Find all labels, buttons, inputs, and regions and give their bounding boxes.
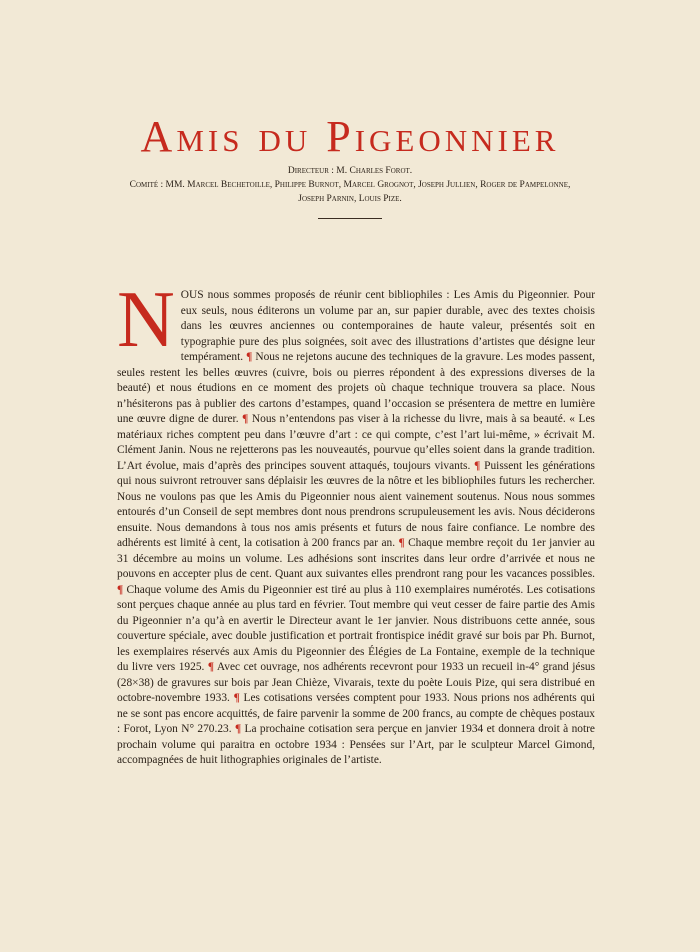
- pilcrow-icon: ¶: [207, 661, 215, 673]
- drop-cap: N: [117, 276, 175, 364]
- pilcrow-icon: ¶: [246, 351, 253, 363]
- page-title: Amis du Pigeonnier: [140, 112, 560, 161]
- paragraph: OUS nous sommes proposés de réunir cent bibliophiles : Les Amis du Pigeonnier. Pour eux seuls, nous éditerons un volume par an, sur papier durable, avec des textes choisis dans les œuvres anciennes ou contemporaines de haute valeur, présentés soit en typographie pure des plus soignées, soit avec des illustrations d’artistes que désigne leur tempérament.: [180, 289, 595, 363]
- paragraph: Chaque volume des Amis du Pigeonnier est tiré au plus à 110 exemplaires numérotés. Les cotisations sont perçues chaque année au plus tard en février. Tout membre qui veut cesser de faire partie des Amis du Pigeonnier n’a qu’à en avertir le Directeur avant le 1er janvier. Nous distribuons cette année, sous couverture spéciale, avec double justification et portrait frontispice inédit gravé sur bois par Ph. Burnot, les exemplaires réservés aux Amis du Pigeonnier des Élégies de La Fontaine, exemple de la technique du livre vers 1925.: [117, 583, 595, 673]
- pilcrow-icon: ¶: [398, 537, 405, 549]
- paragraph: Chaque membre reçoit du 1er janvier au 31 décembre au moins un volume. Les adhésions sont inscrites dans leur ordre d’arrivée et nous ne pouvons en accepter plus de cent. Quant aux suivantes elles prendront rang pour les vacances possibles.: [117, 537, 595, 580]
- paragraph: Nous n’entendons pas viser à la richesse du livre, mais à sa beauté. « Les matériaux riches comptent peu dans l’œuvre d’art : ce qui compte, c’est l’art lui-même, » écrivait M. Clément Janin. Nous ne rejetterons pas les nouveautés, pourvue qu’elles soient dans la grande tradition. L’Art évolue, mais d’après des principes souvent attaqués, toujours vivants.: [117, 413, 595, 472]
- paragraph: Les cotisations versées comptent pour 1933. Nous prions nos adhérents qui ne se sont pas encore acquittés, de faire parvenir la somme de 200 francs, au compte de chèques postaux : Forot, Lyon N° 270.23.: [117, 692, 595, 735]
- committee-line-1: Comité : MM. Marcel Bechetoille, Philippe Burnot, Marcel Grognot, Joseph Jullien, Roger de Pampelonne,: [129, 180, 571, 190]
- pilcrow-icon: ¶: [117, 583, 124, 596]
- pilcrow-icon: ¶: [242, 413, 249, 425]
- director-line: Directeur : M. Charles Forot.: [287, 166, 413, 176]
- divider-rule: [318, 218, 382, 219]
- pilcrow-icon: ¶: [233, 692, 240, 704]
- masthead: [100, 164, 600, 206]
- committee-line-2: Joseph Parnin, Louis Pize.: [298, 194, 402, 204]
- paragraph: Avec cet ouvrage, nos adhérents recevront pour 1933 un recueil in-4° grand jésus (28×38) de gravures sur bois par Jean Chièze, Vivarais, texte du poète Louis Pize, qui sera distribué en octobre-novembre 1933.: [117, 661, 595, 704]
- paragraph: Nous ne rejetons aucune des techniques de la gravure. Les modes passent, seules restent les belles œuvres (cuivre, bois ou pierres répondent à des expressions diverses de la beauté) et nous étudions en ce moment des projets où chaque technique trouvera sa place. Nous n’hésiterons pas à publier des cartons d’estampes, quand l’occasion se présentera de mettre en lumière une œuvre digne de durer.: [117, 351, 595, 425]
- pilcrow-icon: ¶: [234, 723, 242, 735]
- pilcrow-icon: ¶: [474, 459, 481, 472]
- body-text: [117, 276, 595, 769]
- paragraph: La prochaine cotisation sera perçue en janvier 1934 et donnera droit à notre prochain volume qui paraitra en octobre 1934 : Pensées sur l’Art, par le sculpteur Marcel Gimond, accompagnées de huit lithographies originales de l’artiste.: [117, 723, 595, 766]
- paragraph: Puissent les générations qui nous suivront retrouver sans déplaisir les œuvres de la nôtre et les bibliophiles futurs les rechercher. Nous ne voulons pas que les Amis du Pigeonnier nous aient vainement soutenus. Nous nous sommes entourés d’un Conseil de sept membres dont nous prendrons scrupuleusement les avis. Nous déciderons ensuite. Nous demandons à tous nos amis présents et futurs de nous faire confiance. Le nombre des adhérents est limité à cent, la cotisation à 200 francs par an.: [117, 459, 595, 549]
